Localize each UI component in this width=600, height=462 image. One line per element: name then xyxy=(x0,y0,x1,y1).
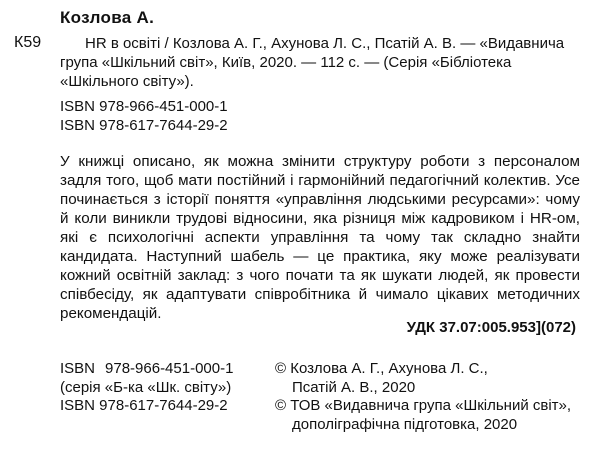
udk-code: УДК 37.07:005.953](072) xyxy=(406,319,576,336)
copyright-publisher: © ТОВ «Видавнича група «Шкільний світ», xyxy=(275,397,572,414)
isbn-prefix: ISBN xyxy=(60,360,96,377)
annotation xyxy=(60,152,580,323)
isbn-line-series xyxy=(60,360,233,379)
copyright-block xyxy=(275,360,571,434)
bibliographic-record: HR в освіті / Козлова А. Г., Ахунова Л. С., Псатій А. В. — «Видавнича група «Шкільний світ», Київ, 2020. — 112 с. — (Серія «Бібліотека «Шкільного світу»). xyxy=(60,35,565,90)
copyright-authors: © Козлова А. Г., Ахунова Л. С., xyxy=(275,360,488,377)
isbn-line: ISBN 978-617-7644-29-2 xyxy=(60,397,228,414)
isbn-block xyxy=(60,360,233,416)
isbn-number: 978-966-451-000-1 xyxy=(105,360,234,377)
copyright-authors-continued: Псатій А. В., 2020 xyxy=(292,378,416,396)
author-heading: Козлова А. xyxy=(60,8,155,27)
annotation-text: У книжці описано, як можна змінити структуру роботи з персоналом задля того, щоб мати постійний і гармонійний педагогічний колектив. Усе починається з історії поняття «управління людськими ресурсами»: чому й коли виникли трудові відносини, яка різниця між кадровиком і HR-ом, які є психологічні аспекти управління та чому так складно знайти кандидата. Наступний шабель — це практика, яку може реалізувати кожний освітній заклад: з чого почати та як шукати людей, як провести співбесіду, як адаптувати співробітника й чимало цікавих методичних рекомендацій. xyxy=(60,153,580,322)
copyright-publisher-continued: дополіграфічна підготовка, 2020 xyxy=(292,415,518,433)
isbn-line: ISBN 978-617-7644-29-2 xyxy=(60,117,228,134)
isbn-line: ISBN 978-966-451-000-1 xyxy=(60,98,228,115)
series-note: (серія «Б-ка «Шк. світу») xyxy=(60,378,232,396)
catalog-code: К59 xyxy=(14,34,42,51)
